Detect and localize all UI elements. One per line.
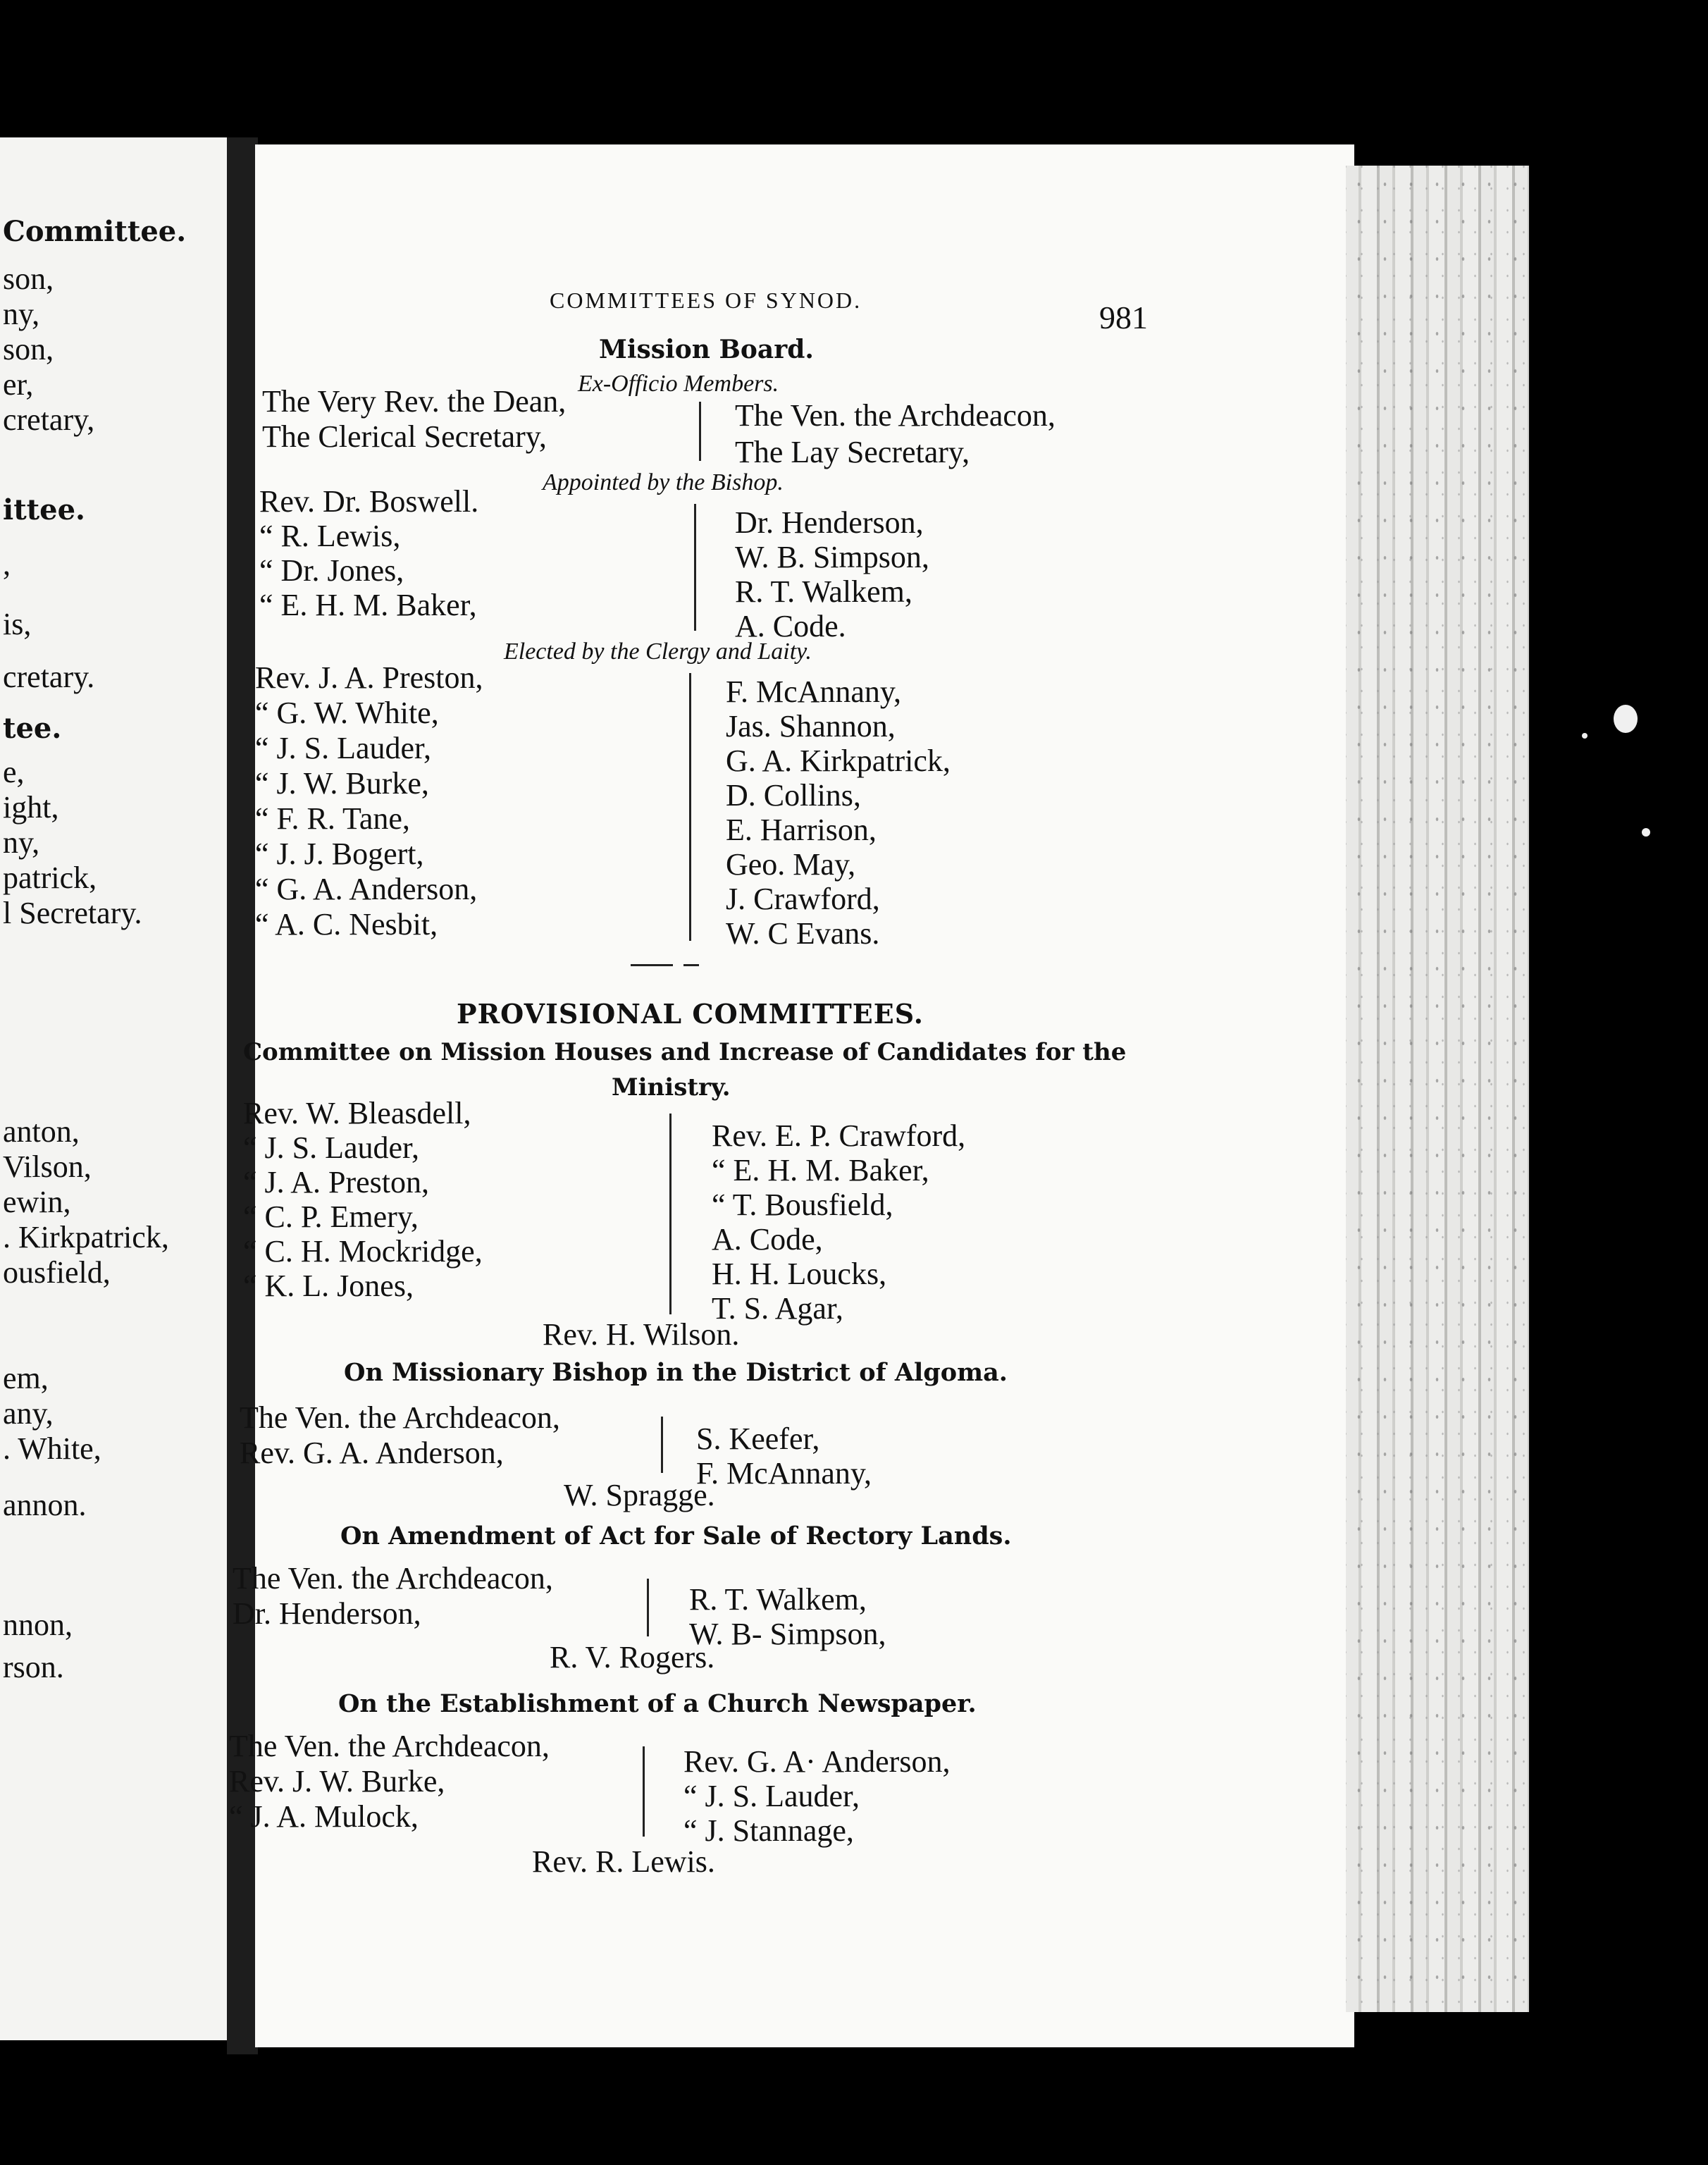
left-page-text: rson. <box>3 1650 64 1684</box>
left-page-text: ny, <box>3 297 40 331</box>
member-name: Rev. J. A. Preston, <box>255 660 483 695</box>
member-name: Rev. G. A· Anderson, <box>683 1744 951 1779</box>
column-divider <box>694 504 696 631</box>
left-page-text: ewin, <box>3 1185 71 1219</box>
member-name: “ J. A. Preston, <box>243 1165 429 1199</box>
left-page-text: er, <box>3 367 34 402</box>
committee-3-title: On Amendment of Act for Sale of Rectory Lands. <box>340 1522 1012 1550</box>
member-name: S. Keefer, <box>696 1421 820 1456</box>
left-page-text: ight, <box>3 790 59 825</box>
left-page-text: ousfield, <box>3 1255 111 1290</box>
member-name: “ K. L. Jones, <box>243 1269 414 1303</box>
member-name: R. T. Walkem, <box>735 574 912 609</box>
committee-1-footer: Rev. H. Wilson. <box>543 1317 740 1352</box>
member-name: “ J. A. Mulock, <box>229 1799 419 1834</box>
column-divider <box>647 1579 649 1636</box>
member-name: “ Dr. Jones, <box>259 553 404 588</box>
left-page-text: ittee. <box>3 493 85 526</box>
column-divider <box>689 673 691 941</box>
member-name: “ R. Lewis, <box>259 519 401 553</box>
elected-label: Elected by the Clergy and Laity. <box>504 639 812 665</box>
left-page-text: . White, <box>3 1431 101 1466</box>
committee-3-footer: R. V. Rogers. <box>550 1640 715 1674</box>
member-name: Rev. Dr. Boswell. <box>259 484 479 519</box>
member-name: Rev. G. A. Anderson, <box>240 1436 504 1470</box>
member-name: W. B. Simpson, <box>735 540 929 574</box>
committee-2-title: On Missionary Bishop in the District of Algoma. <box>344 1358 1008 1387</box>
member-name: F. McAnnany, <box>726 674 902 709</box>
left-page-text: . Kirkpatrick, <box>3 1220 169 1254</box>
member-name: “ E. H. M. Baker, <box>712 1153 929 1188</box>
left-page-text: l Secretary. <box>3 896 142 930</box>
member-name: The Very Rev. the Dean, <box>262 384 567 419</box>
member-name: The Ven. the Archdeacon, <box>240 1400 560 1435</box>
member-name: W. C Evans. <box>726 916 880 951</box>
member-name: T. S. Agar, <box>712 1291 843 1326</box>
left-page-fragment <box>0 137 227 2040</box>
page-edges <box>1346 166 1529 2012</box>
member-name: The Ven. the Archdeacon, <box>233 1561 553 1596</box>
member-name: “ F. R. Tane, <box>255 801 410 836</box>
left-page-text: cretary. <box>3 660 95 694</box>
left-page-text: patrick, <box>3 861 97 895</box>
left-page-text: annon. <box>3 1488 87 1522</box>
provisional-title: PROVISIONAL COMMITTEES. <box>457 998 924 1030</box>
appointed-label: Appointed by the Bishop. <box>543 469 784 495</box>
member-name: J. Crawford, <box>726 882 880 916</box>
member-name: E. Harrison, <box>726 813 877 847</box>
committee-1-title: Committee on Mission Houses and Increase of Candidates for the <box>243 1038 1127 1066</box>
member-name: A. Code. <box>735 609 846 643</box>
member-name: Dr. Henderson, <box>735 505 924 540</box>
left-page-text: tee. <box>3 712 62 745</box>
left-page-text: Vilson, <box>3 1149 92 1184</box>
committee-4-footer: Rev. R. Lewis. <box>532 1844 715 1879</box>
member-name: Rev. J. W. Burke, <box>229 1764 445 1799</box>
page-number: 981 <box>1099 300 1148 335</box>
member-name: A. Code, <box>712 1222 823 1257</box>
column-divider <box>661 1417 663 1473</box>
member-name: The Lay Secretary, <box>735 435 970 469</box>
left-page-text: nnon, <box>3 1608 73 1642</box>
member-name: Jas. Shannon, <box>726 709 896 744</box>
member-name: Rev. W. Bleasdell, <box>243 1096 471 1130</box>
member-name: “ C. H. Mockridge, <box>243 1234 483 1269</box>
member-name: “ G. W. White, <box>255 696 439 730</box>
dust-speck <box>1642 828 1650 837</box>
member-name: R. T. Walkem, <box>689 1582 867 1617</box>
member-name: “ J. S. Lauder, <box>243 1130 419 1165</box>
member-name: W. B- Simpson, <box>689 1617 886 1651</box>
member-name: “ J. S. Lauder, <box>255 731 431 765</box>
left-page-text: son, <box>3 332 54 366</box>
column-divider <box>669 1114 672 1314</box>
mission-board-title: Mission Board. <box>599 335 814 364</box>
member-name: “ J. S. Lauder, <box>683 1779 860 1813</box>
member-name: “ J. Stannage, <box>683 1813 854 1848</box>
dust-speck <box>1614 705 1638 733</box>
committee-1-title-cont: Ministry. <box>612 1073 731 1102</box>
left-page-text: e, <box>3 755 25 789</box>
member-name: “ T. Bousfield, <box>712 1188 893 1222</box>
committee-4-title: On the Establishment of a Church Newspaper. <box>338 1689 977 1718</box>
section-rule <box>631 964 673 966</box>
member-name: Rev. E. P. Crawford, <box>712 1118 966 1153</box>
left-page-text: , <box>3 547 11 581</box>
left-page-text: cretary, <box>3 402 95 437</box>
left-page-text: son, <box>3 261 54 296</box>
left-page-text: em, <box>3 1361 49 1395</box>
section-rule <box>683 964 699 966</box>
left-page-text: anton, <box>3 1114 80 1149</box>
member-name: The Ven. the Archdeacon, <box>735 398 1056 433</box>
committee-2-footer: W. Spragge. <box>564 1478 715 1512</box>
member-name: “ E. H. M. Baker, <box>259 588 477 622</box>
member-name: H. H. Loucks, <box>712 1257 887 1291</box>
member-name: “ J. J. Bogert, <box>255 837 424 871</box>
column-divider <box>699 402 701 461</box>
ex-officio-label: Ex-Officio Members. <box>578 371 779 397</box>
member-name: “ J. W. Burke, <box>255 766 429 801</box>
member-name: G. A. Kirkpatrick, <box>726 744 951 778</box>
member-name: “ A. C. Nesbit, <box>255 907 438 942</box>
member-name: F. McAnnany, <box>696 1456 872 1491</box>
member-name: The Clerical Secretary, <box>262 419 547 454</box>
member-name: Dr. Henderson, <box>233 1596 421 1631</box>
member-name: D. Collins, <box>726 778 861 813</box>
dust-speck <box>1582 733 1588 739</box>
member-name: “ G. A. Anderson, <box>255 872 478 906</box>
running-title: COMMITTEES OF SYNOD. <box>550 288 862 313</box>
left-page-text: is, <box>3 607 32 641</box>
member-name: The Ven. the Archdeacon, <box>229 1729 550 1763</box>
left-page-text: any, <box>3 1396 54 1431</box>
column-divider <box>643 1746 645 1837</box>
member-name: Geo. May, <box>726 847 856 882</box>
left-page-text: Committee. <box>3 215 187 248</box>
left-page-text: ny, <box>3 825 40 860</box>
member-name: “ C. P. Emery, <box>243 1199 419 1234</box>
